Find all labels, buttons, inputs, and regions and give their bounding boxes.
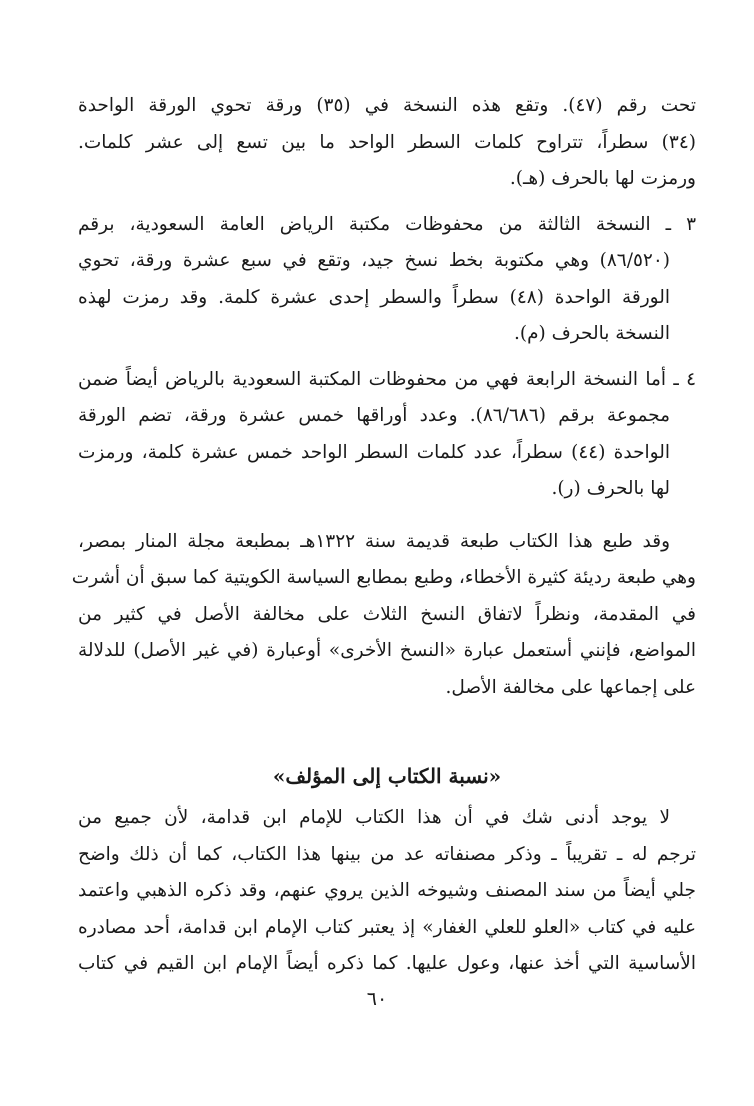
text-line: مجموعة برقم (٨٦/٦٨٦). وعدد أوراقها خمس عشرة ورقة، تضم الورقة bbox=[78, 405, 670, 426]
paragraph-continuation bbox=[78, 88, 696, 198]
list-item-3 bbox=[78, 207, 696, 353]
text-line: وهي طبعة رديئة كثيرة الأخطاء، وطبع بمطابع السياسة الكويتية كما سبق أن أشرت bbox=[71, 567, 696, 588]
text-line: المواضع، فإنني أستعمل عبارة «النسخ الأخرى» أوعبارة (في غير الأصل) للدلالة bbox=[78, 640, 696, 661]
page-number: ٦٠ bbox=[366, 988, 388, 1010]
text-line: ورمزت لها بالحرف (هـ). bbox=[509, 168, 696, 189]
text-line: في المقدمة، ونظراً لاتفاق النسخ الثلاث على مخالفة الأصل في كثير من bbox=[78, 603, 696, 625]
text-line: وقد طبع هذا الكتاب طبعة قديمة سنة ١٣٢٢هـ بمطبعة مجلة المنار بمصر، bbox=[78, 530, 670, 552]
text-line: على إجماعها على مخالفة الأصل. bbox=[445, 676, 696, 698]
text-line: عليه في كتاب «العلو للعلي الغفار» إذ يعتبر كتاب الإمام ابن قدامة، أحد مصادره bbox=[78, 916, 696, 938]
paragraph-printing bbox=[71, 524, 696, 707]
text-line: تحت رقم (٤٧). وتقع هذه النسخة في (٣٥) ورقة تحوي الورقة الواحدة bbox=[78, 95, 697, 116]
text-line: ٤ ـ أما النسخة الرابعة فهي من محفوظات المكتبة السعودية بالرياض أيضاً ضمن bbox=[78, 368, 696, 390]
text-line: الأساسية التي أخذ عنها، وعول عليها. كما ذكره أيضاً الإمام ابن القيم في كتاب bbox=[78, 953, 696, 974]
paragraph-attribution bbox=[78, 800, 696, 983]
text-line: (٨٦/٥٢٠) وهي مكتوبة بخط نسخ جيد، وتقع في سبع عشرة ورقة، تحوي bbox=[78, 250, 670, 271]
text-line: الورقة الواحدة (٤٨) سطراً والسطر إحدى عشرة كلمة. وقد رمزت لهذه bbox=[78, 286, 670, 308]
section-heading: «نسبة الكتاب إلى المؤلف» bbox=[272, 764, 502, 788]
text-line: الواحدة (٤٤) سطراً، عدد كلمات السطر الواحد خمس عشرة كلمة، ورمزت bbox=[78, 441, 670, 463]
text-line: لها بالحرف (ر). bbox=[551, 478, 670, 499]
text-line: ٣ ـ النسخة الثالثة من محفوظات مكتبة الرياض العامة السعودية، برقم bbox=[78, 213, 696, 235]
text-line: لا يوجد أدنى شك في أن هذا الكتاب للإمام ابن قدامة، لأن جميع من bbox=[78, 807, 670, 828]
text-line: ترجم له ـ تقريباً ـ وذكر مصنفاته عد من بينها هذا الكتاب، كما أن ذلك واضح bbox=[78, 843, 696, 865]
page-body bbox=[71, 88, 697, 983]
text-line: النسخة بالحرف (م). bbox=[513, 323, 670, 344]
text-line: جلي أيضاً من سند المصنف وشيوخه الذين يروي عنهم، وقد ذكره الذهبي واعتمد bbox=[78, 880, 696, 901]
text-line: (٣٤) سطراً، تتراوح كلمات السطر الواحد ما بين تسع إلى عشر كلمات. bbox=[78, 131, 696, 153]
list-item-4 bbox=[78, 362, 696, 508]
